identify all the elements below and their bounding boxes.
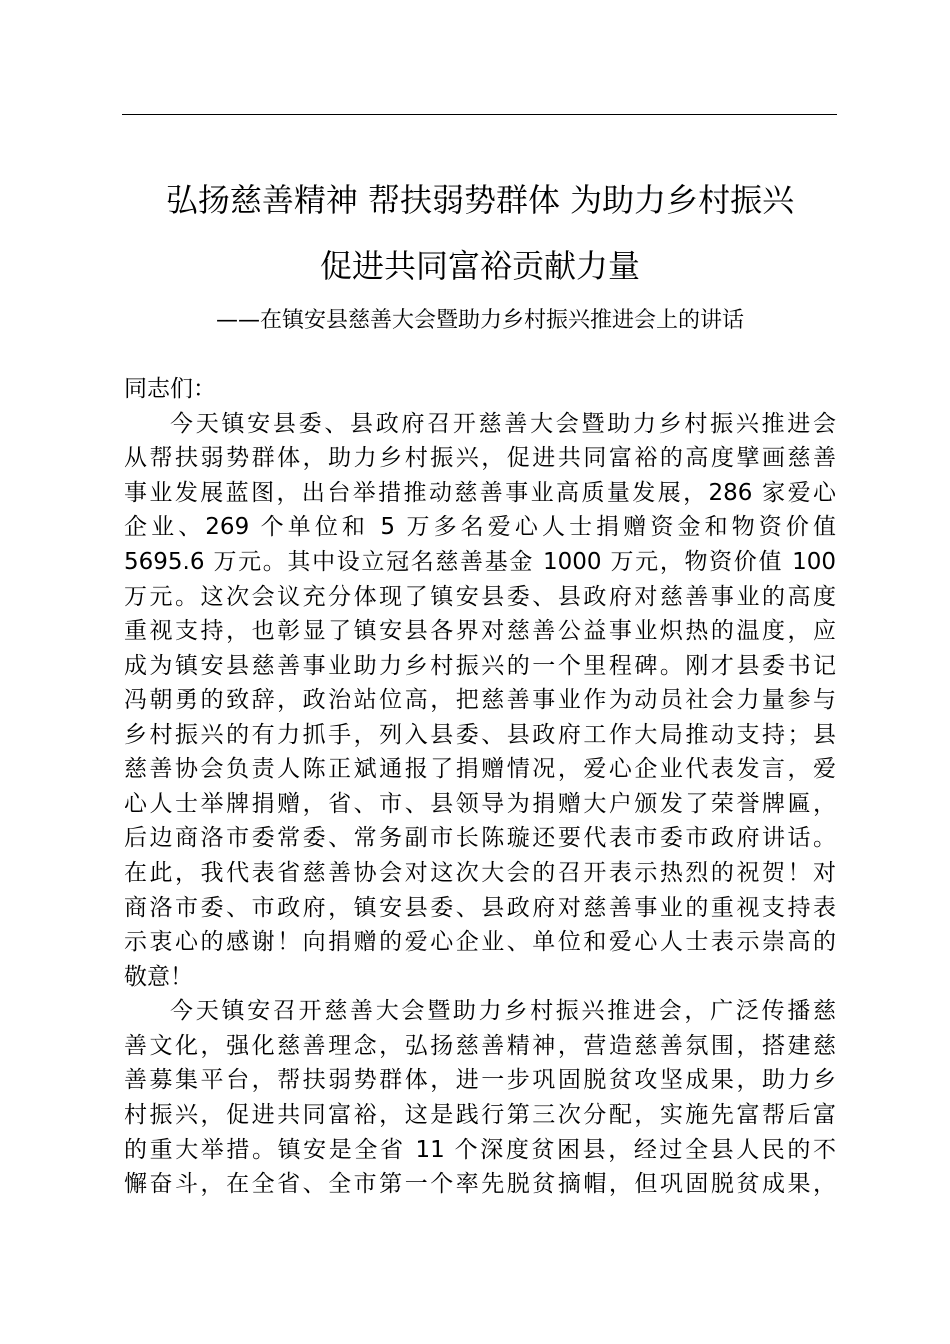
paragraph-line: 在此，我代表省慈善协会对这次大会的召开表示热烈的祝贺！对 — [124, 860, 836, 886]
paragraph-line: 慈善协会负责人陈正斌通报了捐赠情况，爱心企业代表发言，爱 — [124, 756, 836, 782]
paragraph-line: 善募集平台，帮扶弱势群体，进一步巩固脱贫攻坚成果，助力乡 — [124, 1067, 836, 1093]
paragraph-line: 成为镇安县慈善事业助力乡村振兴的一个里程碑。刚才县委书记 — [124, 653, 836, 679]
paragraph-line: 后边商洛市委常委、常务副市长陈璇还要代表市委市政府讲话。 — [124, 825, 836, 851]
paragraph-line: 商洛市委、市政府，镇安县委、县政府对慈善事业的重视支持表 — [124, 895, 836, 921]
paragraph-line: 心人士举牌捐赠，省、市、县领导为捐赠大户颁发了荣誉牌匾， — [124, 791, 836, 817]
paragraph-line: 今天镇安召开慈善大会暨助力乡村振兴推进会，广泛传播慈 — [170, 998, 836, 1024]
paragraph-line: 的重大举措。镇安是全省 11 个深度贫困县，经过全县人民的不 — [124, 1137, 836, 1163]
paragraph-line: 村振兴，促进共同富裕，这是践行第三次分配，实施先富帮后富 — [124, 1102, 836, 1128]
paragraph-line: 善文化，强化慈善理念，弘扬慈善精神，营造慈善氛围，搭建慈 — [124, 1033, 836, 1059]
title-line-1: 弘扬慈善精神 帮扶弱势群体 为助力乡村振兴 — [165, 181, 795, 219]
subtitle: ——在镇安县慈善大会暨助力乡村振兴推进会上的讲话 — [215, 308, 744, 333]
paragraph-line: 今天镇安县委、县政府召开慈善大会暨助力乡村振兴推进会 — [170, 411, 836, 437]
paragraph-line: 5695.6 万元。其中设立冠名慈善基金 1000 万元，物资价值 100 — [124, 549, 836, 575]
paragraph-line: 万元。这次会议充分体现了镇安县委、县政府对慈善事业的高度 — [124, 584, 836, 610]
paragraph-line: 从帮扶弱势群体，助力乡村振兴，促进共同富裕的高度擘画慈善 — [124, 445, 836, 471]
paragraph-line: 懈奋斗，在全省、全市第一个率先脱贫摘帽，但巩固脱贫成果， — [124, 1171, 836, 1197]
salutation: 同志们： — [124, 376, 216, 402]
paragraph-line: 事业发展蓝图，出台举措推动慈善事业高质量发展，286 家爱心 — [124, 480, 836, 506]
paragraph-line: 乡村振兴的有力抓手，列入县委、县政府工作大局推动支持；县 — [124, 722, 836, 748]
paragraph-line: 重视支持，也彰显了镇安县各界对慈善公益事业炽热的温度，应 — [124, 618, 836, 644]
title-line-2: 促进共同富裕贡献力量 — [319, 247, 640, 285]
paragraph-line: 冯朝勇的致辞，政治站位高，把慈善事业作为动员社会力量参与 — [124, 687, 836, 713]
paragraph-line: 企业、269 个单位和 5 万多名爱心人士捐赠资金和物资价值 — [124, 514, 836, 540]
paragraph-line: 示衷心的感谢！向捐赠的爱心企业、单位和爱心人士表示崇高的 — [124, 929, 836, 955]
paragraph-line: 敬意！ — [124, 964, 193, 990]
header-rule — [122, 114, 837, 115]
